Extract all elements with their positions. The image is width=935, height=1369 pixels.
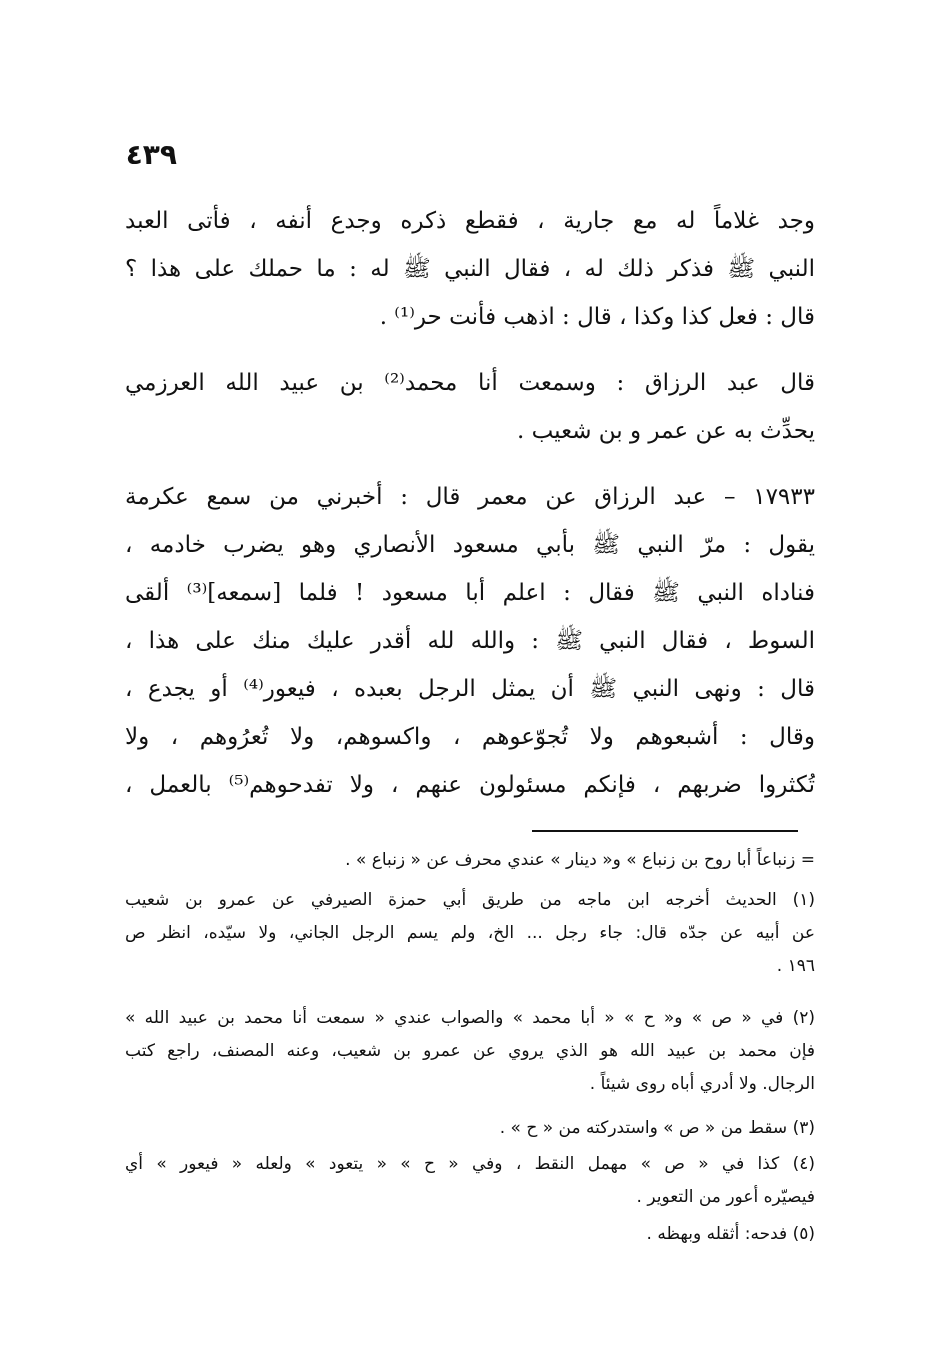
- text-line: وقال : أشبعوهم ولا تُجوّعوهم ، واكسوهم، ولا تُعرُوهم ، ولا: [125, 724, 815, 750]
- footnote-line: ١٩٦ .: [776, 956, 815, 976]
- paragraph-1: [125, 200, 815, 344]
- text-line: قال : فعل كذا وكذا ، قال : اذهب فأنت حر⁽¹⁾ .: [379, 304, 815, 330]
- footnote-2: [125, 1004, 815, 1103]
- footnote-line: الرجال. ولا أدري أباه روى شيئاً .: [589, 1074, 815, 1094]
- text-line: تُكثروا ضربهم ، فإنكم مسئولون عنهم ، ولا تفدحوهم⁽⁵⁾ بالعمل ،: [125, 772, 815, 798]
- footnote-1: [125, 886, 815, 985]
- paragraph-2: [125, 362, 815, 458]
- footnote-line: (٥) فدحه: أثقله وبهظه .: [646, 1224, 815, 1244]
- paragraph-hadith-17933: [125, 476, 815, 812]
- footnote-line: = زنباعاً أبا روح بن زنباع » و« دينار » عندي محرف عن « زنباع » .: [345, 850, 815, 870]
- footnote-line: عن أبيه عن جدّه قال: جاء رجل ... الخ، ولم يسم الرجل الجاني، ولا سيّده، انظر ص: [125, 923, 815, 943]
- text-line: يحدِّث به عن عمر و بن شعيب .: [516, 418, 815, 444]
- text-line: النبي ﷺ فذكر ذلك له ، فقال النبي ﷺ له : ما حملك على هذا ؟: [125, 256, 815, 282]
- footnote-5: [125, 1220, 815, 1253]
- footnote-continuation: [125, 846, 815, 879]
- text-line: يقول : مرّ النبي ﷺ بأبي مسعود الأنصاري وهو يضرب خادمه ،: [125, 532, 815, 558]
- footnote-separator: [532, 830, 798, 832]
- footnote-3: [125, 1114, 815, 1147]
- footnote-line: (٢) في « ص » و« ح » « أبا محمد » والصواب عندي « سمعت أنا محمد بن عبيد الله »: [125, 1008, 815, 1028]
- footnote-line: (١) الحديث أخرجه ابن ماجه من طريق أبي حمزة الصيرفي عن عمرو بن شعيب: [125, 890, 815, 910]
- text-line: وجد غلاماً له مع جارية ، فقطع ذكره وجدع أنفه ، فأتى العبد: [125, 208, 815, 234]
- footnote-line: فيصيّره أعور من التعوير .: [636, 1187, 815, 1207]
- text-line: ١٧٩٣٣ – عبد الرزاق عن معمر قال : أخبرني من سمع عكرمة: [125, 484, 815, 510]
- text-line: قال عبد الرزاق : وسمعت أنا محمد⁽²⁾ بن عبيد الله العرزمي: [125, 370, 815, 396]
- footnote-line: فإن محمد بن عبيد الله هو الذي يروي عن عمرو بن شعيب، وعنه المصنف، راجع كتب: [125, 1041, 815, 1061]
- footnote-line: (٣) سقط من « ص » واستدركته من « ح » .: [499, 1118, 815, 1138]
- footnote-4: [125, 1150, 815, 1216]
- text-line: قال : ونهى النبي ﷺ أن يمثل الرجل بعبده ، فيعور⁽⁴⁾ أو يجدع ،: [125, 676, 815, 702]
- footnote-line: (٤) كذا في « ص » مهمل النقط ، وفي « ح » « يتعود » ولعله « فيعور » أي: [125, 1154, 815, 1174]
- text-line: فناداه النبي ﷺ فقال : اعلم أبا مسعود ! فلما [سمعه]⁽³⁾ ألقى: [125, 580, 815, 606]
- text-line: السوط ، فقال النبي ﷺ : والله لله أقدر عليك منك على هذا ،: [125, 628, 815, 654]
- page-number: ٤٣٩: [125, 138, 177, 171]
